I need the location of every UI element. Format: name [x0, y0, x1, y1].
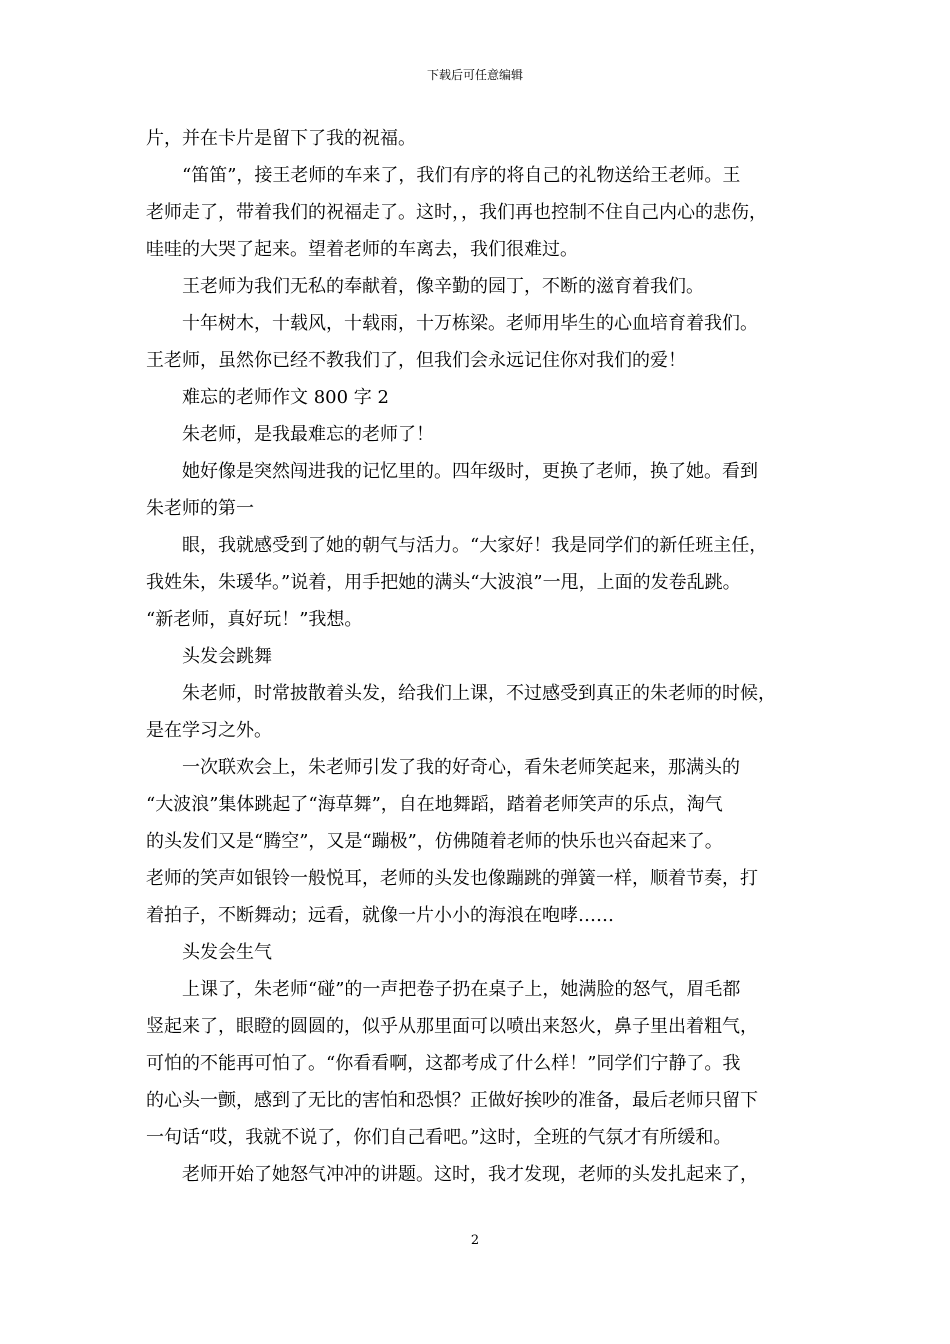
text-line: 头发会生气: [182, 942, 272, 963]
text-line: 眼，我就感受到了她的朝气与活力。“大家好！我是同学们的新任班主任，: [182, 535, 768, 556]
paragraph: [146, 453, 822, 527]
text-line: 她好像是突然闯进我的记忆里的。四年级时，更换了老师，换了她。看到: [182, 461, 758, 482]
text-line: 老师的笑声如银铃一般悦耳，老师的头发也像蹦跳的弹簧一样，顺着节奏，打: [146, 868, 758, 889]
document-body: [146, 120, 822, 1193]
paragraph: [146, 305, 822, 379]
paragraph: [146, 268, 822, 305]
paragraph: [146, 1156, 822, 1193]
text-line: 可怕的不能再可怕了。“你看看啊，这都考成了什么样！”同学们宁静了。我: [146, 1053, 741, 1074]
paragraph: [146, 934, 822, 971]
text-line: 上课了，朱老师“碰”的一声把卷子扔在桌子上，她满脸的怒气，眉毛都: [182, 979, 741, 1000]
text-line: 难忘的老师作文 800 字 2: [182, 387, 389, 408]
text-line: 王老师，虽然你已经不教我们了，但我们会永远记住你对我们的爱！: [146, 350, 686, 371]
page-number: 2: [470, 1233, 480, 1248]
paragraph: [146, 527, 822, 638]
paragraph: [146, 749, 822, 934]
paragraph: [146, 157, 822, 268]
text-line: 哇哇的大哭了起来。望着老师的车离去，我们很难过。: [146, 239, 578, 260]
text-line: “大波浪”集体跳起了“海草舞”，自在地舞蹈，踏着老师笑声的乐点，淘气: [146, 794, 723, 815]
text-line: “新老师，真好玩！”我想。: [146, 609, 363, 630]
paragraph: [146, 379, 822, 416]
text-line: 朱老师的第一: [146, 498, 254, 519]
text-line: 着拍子，不断舞动；远看，就像一片小小的海浪在咆哮……: [146, 905, 614, 926]
text-line: 老师开始了她怒气冲冲的讲题。这时，我才发现，老师的头发扎起来了，: [182, 1164, 758, 1185]
text-line: 朱老师，是我最难忘的老师了！: [182, 424, 434, 445]
text-line: 竖起来了，眼瞪的圆圆的，似乎从那里面可以喷出来怒火，鼻子里出着粗气，: [146, 1016, 758, 1037]
text-line: 的头发们又是“腾空”，又是“蹦极”，仿佛随着老师的快乐也兴奋起来了。: [146, 831, 723, 852]
text-line: 一次联欢会上，朱老师引发了我的好奇心，看朱老师笑起来，那满头的: [182, 757, 740, 778]
text-line: 王老师为我们无私的奉献着，像辛勤的园丁，不断的滋育着我们。: [182, 276, 704, 297]
text-line: “笛笛”，接王老师的车来了，我们有序的将自己的礼物送给王老师。王: [182, 165, 741, 186]
text-line: 片，并在卡片是留下了我的祝福。: [146, 128, 416, 149]
paragraph: [146, 638, 822, 675]
text-line: 老师走了，带着我们的祝福走了。这时，，我们再也控制不住自己内心的悲伤，: [146, 202, 767, 223]
page-header: 下载后可任意编辑: [426, 68, 523, 82]
paragraph: [146, 971, 822, 1156]
text-line: 头发会跳舞: [182, 646, 272, 667]
text-line: 我姓朱，朱瑗华。”说着，用手把她的满头“大波浪”一甩，上面的发卷乱跳。: [146, 572, 741, 593]
paragraph: [146, 416, 822, 453]
text-line: 十年树木，十载风，十载雨，十万栋梁。老师用毕生的心血培育着我们。: [182, 313, 758, 334]
paragraph: [146, 120, 822, 157]
text-line: 朱老师，时常披散着头发，给我们上课，不过感受到真正的朱老师的时候，: [182, 683, 776, 704]
text-line: 是在学习之外。: [146, 720, 272, 741]
text-line: 的心头一颤，感到了无比的害怕和恐惧？正做好挨吵的准备，最后老师只留下: [146, 1090, 758, 1111]
paragraph: [146, 675, 822, 749]
text-line: 一句话“哎，我就不说了，你们自己看吧。”这时，全班的气氛才有所缓和。: [146, 1127, 732, 1148]
